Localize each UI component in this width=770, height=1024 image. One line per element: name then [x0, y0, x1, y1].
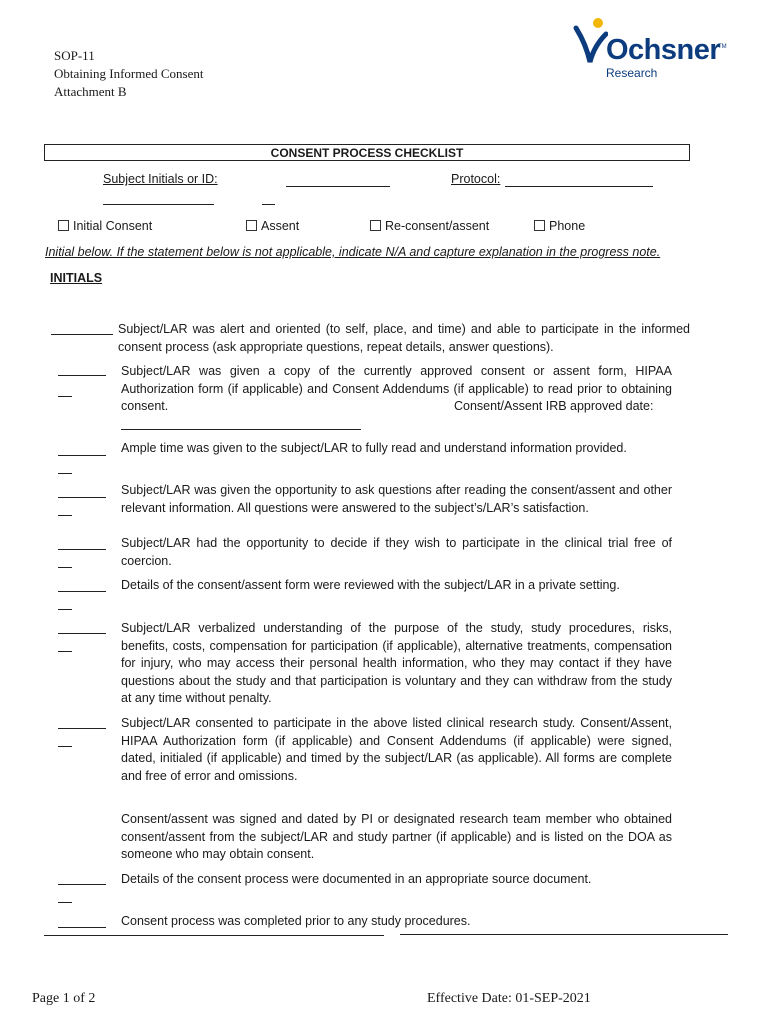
initials-blank[interactable] — [58, 927, 106, 928]
initials-blank[interactable] — [58, 497, 106, 498]
checklist-item-documented: Details of the consent process were documented in an appropriate source document. — [121, 872, 592, 886]
checklist-item-ample-time: Ample time was given to the subject/LAR to fully read and understand information provided. — [121, 441, 627, 455]
checkbox-label: Re-consent/assent — [385, 219, 490, 233]
checklist-item-alert-oriented: Subject/LAR was alert and oriented (to self, place, and time) and able to participate in the informed consent process (ask appropriate questions, repeat details, answer questions). — [118, 322, 690, 354]
signature-line-left[interactable] — [44, 935, 384, 936]
protocol-field[interactable] — [505, 186, 653, 187]
document-title: Obtaining Informed Consent — [54, 66, 204, 81]
initials-blank[interactable] — [58, 633, 106, 634]
checklist-title: CONSENT PROCESS CHECKLIST — [44, 144, 690, 161]
initials-blank[interactable] — [58, 455, 106, 456]
initials-blank-continued[interactable] — [58, 567, 72, 568]
irb-approved-date-label: Consent/Assent IRB approved date: — [454, 399, 654, 413]
initials-blank-continued[interactable] — [58, 396, 72, 397]
checkbox-icon[interactable] — [370, 220, 381, 231]
page-number: Page 1 of 2 — [32, 991, 96, 1006]
checklist-item-verbalized-understanding: Subject/LAR verbalized understanding of the purpose of the study, study procedures, risks, benefits, costs, compensation for participation (if applicable), alternative treatments, compensation for injury, who may access their personal health information, who they may contact if they have questions about the study and that participation is voluntary and they can withdraw from the study at any time without penalty. — [121, 621, 672, 705]
checkbox-label: Phone — [549, 219, 586, 233]
sop-number: SOP-11 — [54, 48, 95, 63]
logo-trademark: TM — [718, 44, 727, 50]
initials-blank[interactable] — [58, 884, 106, 885]
logo-subtitle: Research — [606, 66, 658, 80]
effective-date: Effective Date: 01-SEP-2021 — [427, 991, 591, 1006]
checkbox-reconsent-assent[interactable] — [370, 219, 489, 233]
field-underline-short — [262, 204, 275, 205]
checkbox-icon[interactable] — [58, 220, 69, 231]
checklist-item-questions: Subject/LAR was given the opportunity to ask questions after reading the consent/assent and other relevant information. All questions were answered to the subject’s/LAR’s satisfaction. — [121, 483, 672, 515]
checklist-item-completed-prior: Consent process was completed prior to any study procedures. — [121, 914, 471, 928]
subject-initials-field[interactable] — [286, 186, 390, 187]
logo-wordmark: Ochsner — [606, 34, 721, 66]
subject-initials-label: Subject Initials or ID: — [103, 172, 218, 186]
initials-blank-continued[interactable] — [58, 609, 72, 610]
initials-blank-continued[interactable] — [58, 746, 72, 747]
checkbox-label: Assent — [261, 219, 300, 233]
initials-blank-continued[interactable] — [58, 515, 72, 516]
checklist-item-private-setting: Details of the consent/assent form were reviewed with the subject/LAR in a private setting. — [121, 578, 620, 592]
ochsner-logo — [572, 14, 732, 82]
irb-approved-date-field[interactable] — [121, 429, 361, 430]
checklist-item-consented: Subject/LAR consented to participate in the above listed clinical research study. Consent/Assent, HIPAA Authorization form (if applicable) and Consent Addendums (if applicable) were signed, dated, initialed (if applicable) and timed by the subject/LAR (as applicable). All forms are complete and free of error and omissions. — [121, 716, 672, 783]
instruction-text: Initial below. If the statement below is not applicable, indicate N/A and capture explanation in the progress note. — [45, 245, 661, 259]
checkbox-icon[interactable] — [246, 220, 257, 231]
checklist-item-copy-given: Subject/LAR was given a copy of the currently approved consent or assent form, HIPAA Authorization form (if applicable) and Consent Addendums (if applicable) to read prior to obtaining consent. — [121, 364, 672, 413]
initials-blank[interactable] — [51, 334, 113, 335]
initials-blank[interactable] — [58, 375, 106, 376]
subject-initials-field-continued[interactable] — [103, 204, 214, 205]
initials-blank-continued[interactable] — [58, 651, 72, 652]
initials-blank[interactable] — [58, 591, 106, 592]
checklist-item-signed-by-pi: Consent/assent was signed and dated by PI or designated research team member who obtained consent/assent from the subject/LAR and study partner (if applicable) and is listed on the DOA as someone who may obtain consent. — [121, 812, 672, 861]
protocol-label: Protocol: — [451, 172, 501, 186]
initials-blank[interactable] — [58, 549, 106, 550]
checkbox-initial-consent[interactable] — [58, 219, 152, 233]
initials-blank-continued[interactable] — [58, 473, 72, 474]
checkbox-icon[interactable] — [534, 220, 545, 231]
logo-figure-icon — [572, 14, 608, 66]
checkbox-label: Initial Consent — [73, 219, 153, 233]
checklist-item-free-of-coercion: Subject/LAR had the opportunity to decide if they wish to participate in the clinical trial free of coercion. — [121, 536, 672, 568]
initials-blank-continued[interactable] — [58, 902, 72, 903]
checkbox-phone[interactable] — [534, 219, 585, 233]
initials-heading: INITIALS — [50, 271, 103, 285]
attachment-label: Attachment B — [54, 84, 127, 99]
signature-line-right[interactable] — [400, 934, 728, 935]
initials-blank[interactable] — [58, 728, 106, 729]
checkbox-assent[interactable] — [246, 219, 299, 233]
